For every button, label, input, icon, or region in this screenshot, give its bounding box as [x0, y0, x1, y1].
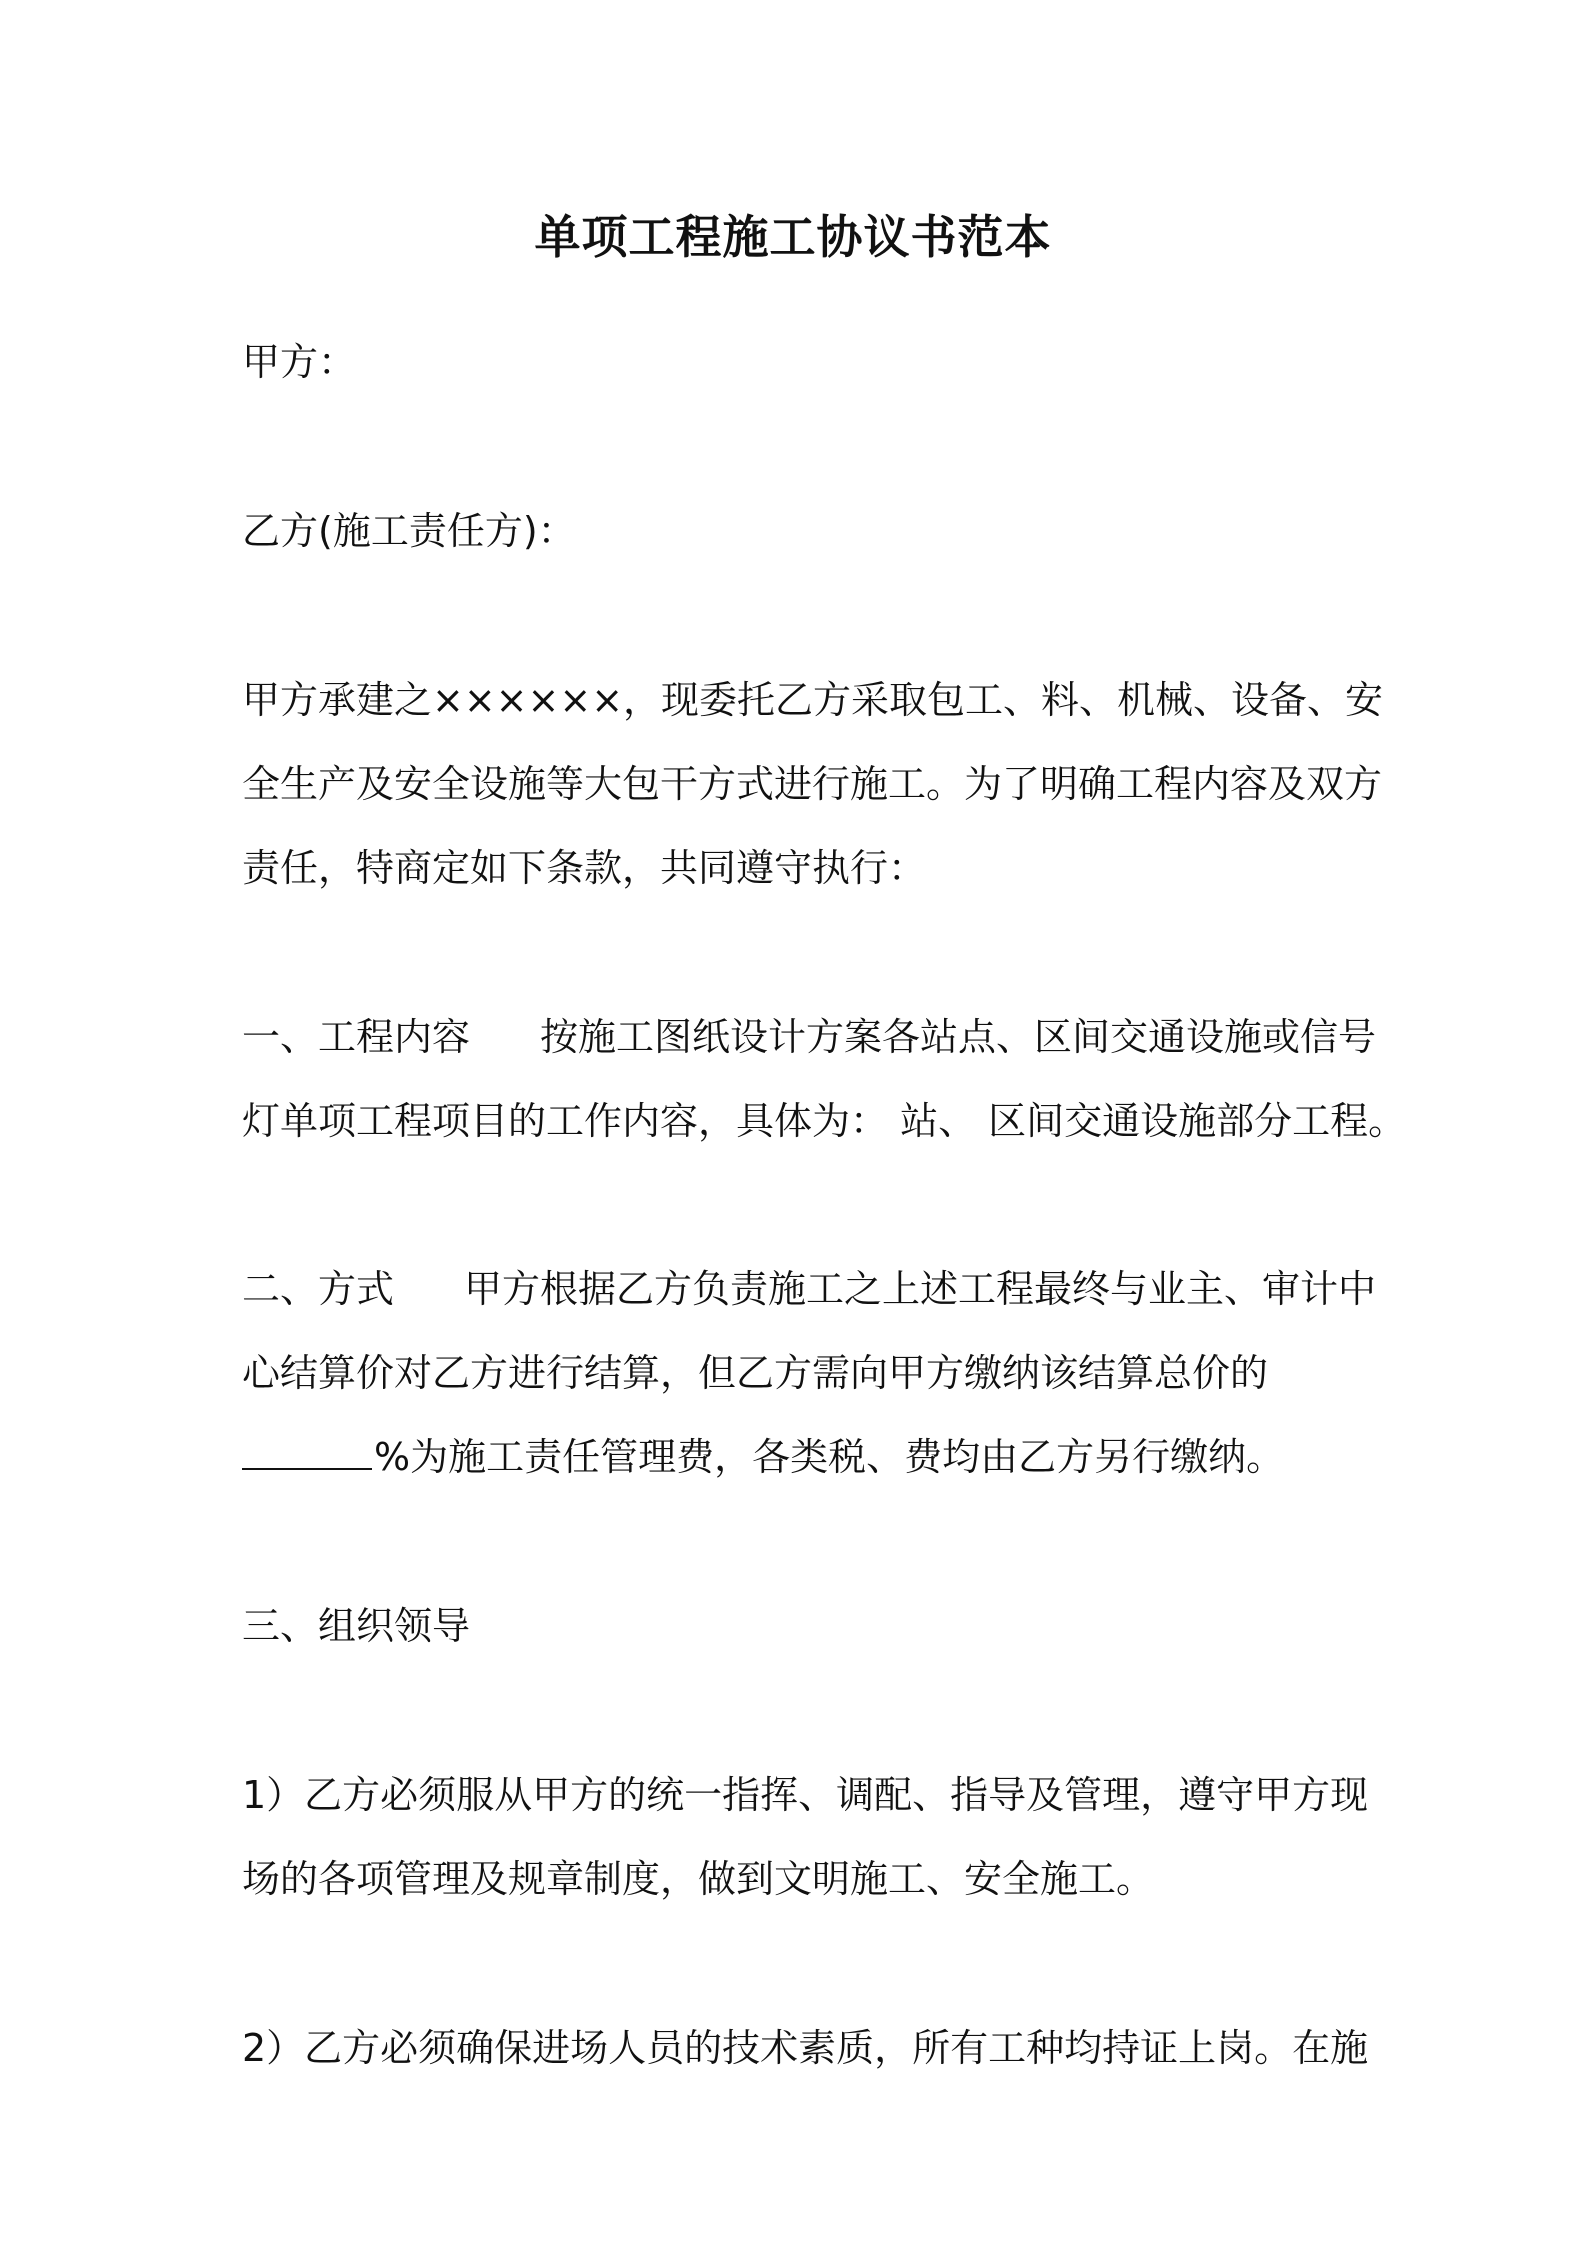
section-2-heading: 二、方式 — [242, 1267, 395, 1311]
section-2-text-3: %为施工责任管理费，各类税、费均由乙方另行缴纳。 — [374, 1435, 1285, 1479]
section-3-heading: 三、组织领导 — [242, 1604, 471, 1648]
intro-line-2: 全生产及安全设施等大包干方式进行施工。为了明确工程内容及双方 — [242, 762, 1383, 806]
section-2-text-1: 甲方根据乙方负责施工之上述工程最终与业主、审计中 — [464, 1267, 1377, 1311]
section-2-line-1 — [242, 1262, 1376, 1316]
section-2-line-2: 心结算价对乙方进行结算，但乙方需向甲方缴纳该结算总价的 — [242, 1351, 1269, 1395]
section-3-item-1-line-1: 1）乙方必须服从甲方的统一指挥、调配、指导及管理，遵守甲方现 — [242, 1773, 1369, 1817]
document-title: 单项工程施工协议书范本 — [534, 210, 1052, 264]
intro-line-1: 甲方承建之××××××，现委托乙方采取包工、料、机械、设备、安 — [242, 678, 1384, 722]
section-1-line-1 — [242, 1010, 1376, 1064]
party-b-label: 乙方(施工责任方)： — [242, 509, 576, 553]
section-3-item-1-line-2: 场的各项管理及规章制度，做到文明施工、安全施工。 — [242, 1857, 1155, 1901]
party-a-label: 甲方： — [242, 340, 357, 384]
section-2-line-3 — [242, 1430, 1284, 1484]
percentage-blank — [242, 1434, 372, 1470]
section-3-item-2-line-1: 2）乙方必须确保进场人员的技术素质，所有工种均持证上岗。在施 — [242, 2026, 1369, 2070]
section-1-text-1: 按施工图纸设计方案各站点、区间交通设施或信号 — [540, 1015, 1377, 1059]
intro-line-3: 责任，特商定如下条款，共同遵守执行： — [242, 846, 927, 890]
section-1-line-2: 灯单项工程项目的工作内容，具体为： 站、 区间交通设施部分工程。 — [242, 1099, 1407, 1143]
section-1-heading: 一、工程内容 — [242, 1015, 471, 1059]
